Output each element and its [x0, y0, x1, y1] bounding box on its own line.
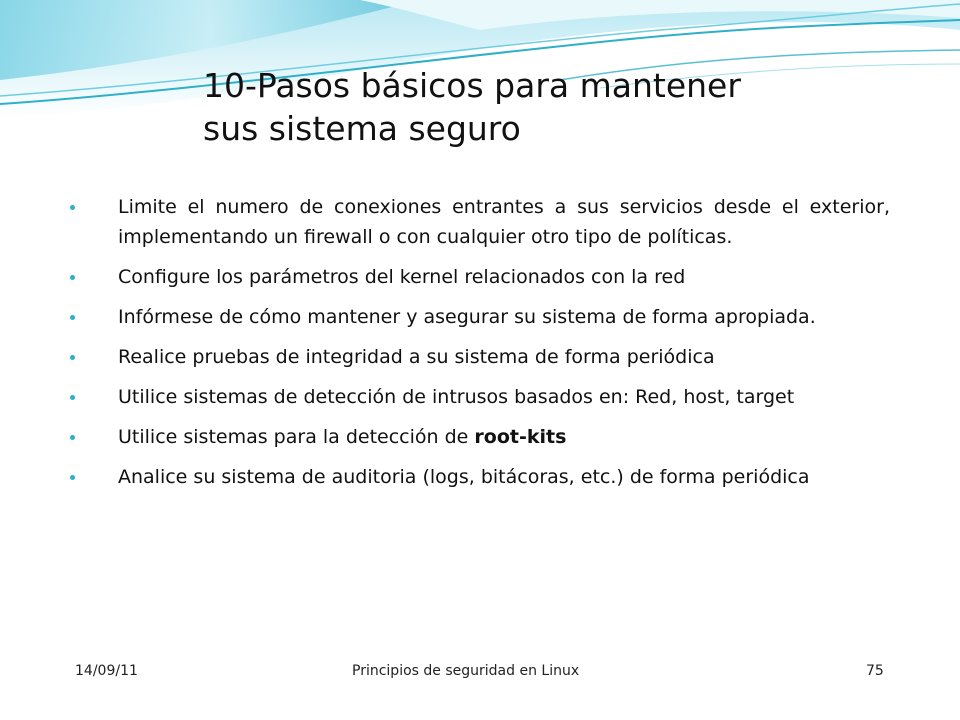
- bullet-dot-icon: [70, 395, 75, 400]
- bullet-list: [70, 192, 890, 502]
- footer-title: Principios de seguridad en Linux: [352, 663, 580, 679]
- bullet-text: Limite el numero de conexiones entrantes a sus servicios desde el exterior, implementando un firewall o con cualquier otro tipo de políticas.: [118, 196, 890, 248]
- slide-title-line-2: sus sistema seguro: [203, 109, 521, 148]
- bullet-dot-icon: [70, 315, 75, 320]
- bullet-item: [70, 192, 890, 252]
- bullet-text: Realice pruebas de integridad a su sistema de forma periódica: [118, 346, 715, 368]
- bullet-item: [70, 342, 890, 372]
- bullet-text: Infórmese de cómo mantener y asegurar su sistema de forma apropiada.: [118, 306, 816, 328]
- bullet-text-bold: root-kits: [474, 426, 567, 448]
- footer-page-number: 75: [866, 663, 884, 679]
- bullet-item: [70, 262, 890, 292]
- bullet-text: Configure los parámetros del kernel relacionados con la red: [118, 266, 686, 288]
- bullet-item: [70, 302, 890, 332]
- bullet-text-plain: Utilice sistemas para la detección de: [118, 426, 475, 448]
- bullet-item: [70, 422, 890, 452]
- bullet-dot-icon: [70, 435, 75, 440]
- footer-date: 14/09/11: [75, 663, 138, 679]
- bullet-dot-icon: [70, 205, 75, 210]
- slide-title: [203, 64, 923, 150]
- bullet-dot-icon: [70, 355, 75, 360]
- bullet-text: [118, 426, 566, 448]
- bullet-item: [70, 462, 890, 492]
- bullet-dot-icon: [70, 275, 75, 280]
- bullet-dot-icon: [70, 475, 75, 480]
- bullet-item: [70, 382, 890, 412]
- bullet-text: Utilice sistemas de detección de intrusos basados en: Red, host, target: [118, 386, 795, 408]
- slide-title-line-1: 10-Pasos básicos para mantener: [203, 66, 741, 105]
- bullet-text: Analice su sistema de auditoria (logs, bitácoras, etc.) de forma periódica: [118, 466, 810, 488]
